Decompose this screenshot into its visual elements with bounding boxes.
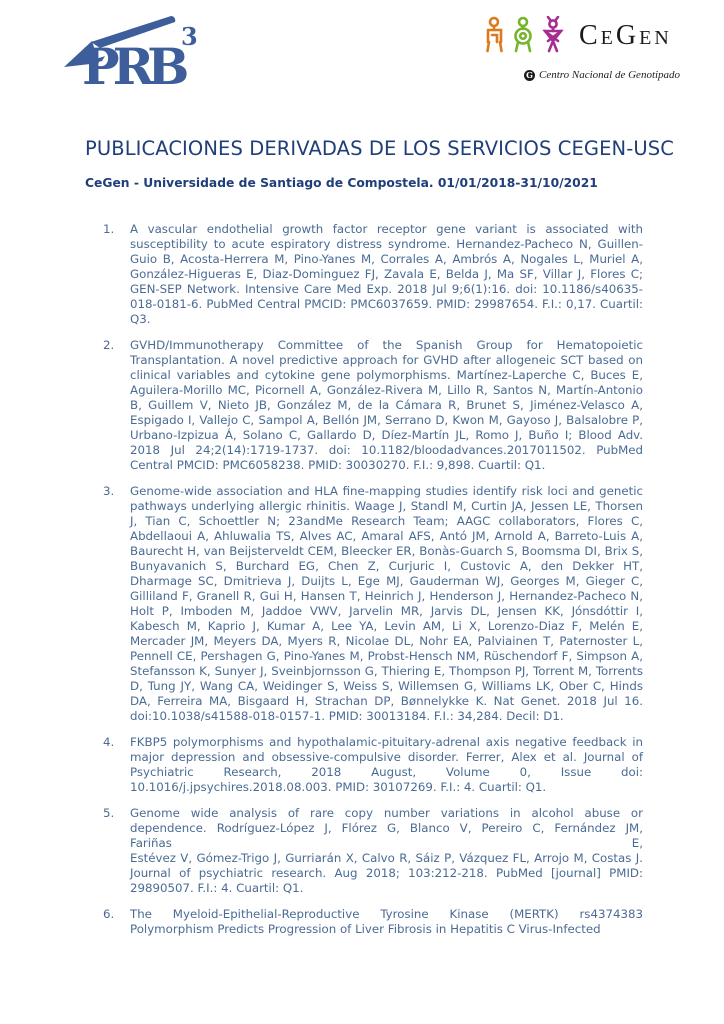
page-title: PUBLICACIONES DERIVADAS DE LOS SERVICIOS CEGEN-USC (85, 137, 674, 160)
stretched-author-right: E, (631, 836, 643, 850)
publication-text: A vascular endothelial growth factor receptor gene variant is associated with susceptibility to acute espiratory distress syndrome. Hernandez-Pacheco N, Guillen-Guio B, Acosta-Herrera M, Pino-Yanes M, Corrales A, Ambrós A, Nogales L, Muriel A, González-Higueras E, Diaz-Dominguez FJ, Zavala E, Belda J, Ma SF, Villar J, Flores C; GEN-SEP Network. Intensive Care Med Exp. 2018 Jul 9;6(1):16. doi: 10.1186/s40635-018-0181-6. PubMed Central PMCID: PMC6037659. PMID: 29987654. F.I.: 0,17. Cuartil: Q3. (130, 222, 643, 326)
publication-number: 3. (103, 484, 115, 498)
green-figure-icon (516, 18, 531, 51)
cegen-tagline (524, 69, 700, 81)
publication-text: The Myeloid-Epithelial-Reproductive Tyrosine Kinase (MERTK) rs4374383 Polymorphism Predicts Progression of Liver Fibrosis in Hepatitis C Virus-Infected (130, 907, 643, 936)
cegen-logo (484, 16, 700, 81)
stretched-author-line (130, 836, 643, 851)
cegen-figures (484, 16, 570, 56)
publication-item-5 (103, 806, 643, 896)
prb3-letters: PRB (82, 37, 183, 92)
publication-item-4 (103, 735, 643, 795)
publication-number: 2. (103, 338, 115, 352)
publication-item-6 (103, 907, 643, 937)
cegen-wordmark: CeGen (579, 20, 672, 51)
publication-text (130, 806, 643, 896)
publication-number: 1. (103, 222, 115, 236)
publication-number: 4. (103, 735, 115, 749)
purple-figure-icon (545, 17, 561, 51)
publication-number: 6. (103, 907, 115, 921)
publication-item-1 (103, 222, 643, 327)
publication-text: Genome-wide association and HLA fine-mapping studies identify risk loci and genetic pathways underlying allergic rhinitis. Waage J, Standl M, Curtin JA, Jessen LE, Thorsen J, Tian C, Schoettler N; 23andMe Research Team; AAGC collaborators, Flores C, Abdellaoui A, Ahluwalia TS, Alves AC, Amaral AFS, Antó JM, Arnold A, Barreto-Luis A, Baurecht H, van Beijsterveldt CEM, Bleecker ER, Bonàs-Guarch S, Boomsma DI, Brix S, Bunyavanich S, Burchard EG, Chen Z, Curjuric I, Custovic A, den Dekker HT, Dharmage SC, Dmitrieva J, Duijts L, Ege MJ, Gauderman WJ, Georges M, Gieger C, Gilliland F, Granell R, Gui H, Hansen T, Heinrich J, Henderson J, Hernandez-Pacheco N, Holt P, Imboden M, Jaddoe VWV, Jarvelin MR, Jarvis DL, Jensen KK, Jónsdóttir I, Kabesch M, Kaprio J, Kumar A, Lee YA, Levin AM, Li X, Lorenzo-Diaz F, Melén E, Mercader JM, Meyers DA, Myers R, Nicolae DL, Nohr EA, Palviainen T, Paternoster L, Pennell CE, Pershagen G, Pino-Yanes M, Probst-Hensch NM, Rüschendorf F, Simpson A, Stefansson K, Sunyer J, Sveinbjornsson G, Thiering E, Thompson PJ, Torrent M, Torrents D, Tung JY, Wang CA, Weidinger S, Weiss S, Willemsen G, Williams LK, Ober C, Hinds DA, Ferreira MA, Bisgaard H, Strachan DP, Bønnelykke K. Nat Genet. 2018 Jul 16. doi:10.1038/s41588-018-0157-1. PMID: 30013184. F.I.: 34,284. Decil: D1. (130, 484, 643, 723)
publication-item-3 (103, 484, 643, 724)
publication-list (103, 222, 643, 948)
cegen-logo-top (484, 16, 700, 56)
publication-item-2 (103, 338, 643, 473)
prb3-superscript: 3 (181, 22, 198, 51)
prb3-logo (50, 12, 225, 92)
cegen-tagline-text: Centro Nacional de Genotipado (539, 69, 681, 81)
publication-text: FKBP5 polymorphisms and hypothalamic-pituitary-adrenal axis negative feedback in major depression and obsessive-compulsive disorder. Ferrer, Alex et al. Journal of Psychiatric Research, 2018 August, Volume 0, Issue doi: 10.1016/j.jpsychires.2018.08.003. PMID: 30107269. F.I.: 4. Cuartil: Q1. (130, 735, 643, 794)
publication-text: GVHD/Immunotherapy Committee of the Spanish Group for Hematopoietic Transplantation. A novel predictive approach for GVHD after allogeneic SCT based on clinical variables and cytokine gene polymorphisms. Martínez-Laperche C, Buces E, Aguilera-Morillo MC, Picornell A, González-Rivera M, Lillo R, Santos N, Martín-Antonio B, Guillem V, Nieto JB, González M, de la Cámara R, Brunet S, Jiménez-Velasco A, Espigado I, Vallejo C, Sampol A, Bellón JM, Serrano D, Kwon M, Gayoso J, Balsalobre P, Urbano-Izpizua Á, Solano C, Gallardo D, Díez-Martín JL, Romo J, Buño I; Blood Adv. 2018 Jul 24;2(14):1719-1737. doi: 10.1182/bloodadvances.2017011502. PubMed Central PMCID: PMC6058238. PMID: 30030270. F.I.: 9,898. Cuartil: Q1. (130, 338, 643, 472)
g-badge-icon: G (524, 70, 535, 81)
prb3-logo-graphic (50, 12, 225, 92)
publication-text-segment: Estévez V, Gómez-Trigo J, Gurriarán X, Calvo R, Sáiz P, Vázquez FL, Arrojo M, Costas J. Journal of psychiatric research. Aug 2018; 103:212-218. PubMed [journal] PMID: 29890507. F.I.: 4. Cuartil: Q1. (130, 851, 643, 895)
orange-figure-icon (488, 18, 502, 51)
publication-number: 5. (103, 806, 115, 820)
publication-text-segment: Genome wide analysis of rare copy number variations in alcohol abuse or dependence. Rodríguez-López J, Flórez G, Blanco V, Pereiro C, Fernández JM, (130, 806, 643, 835)
page-subtitle: CeGen - Universidade de Santiago de Compostela. 01/01/2018-31/10/2021 (85, 176, 598, 190)
stretched-author-left: Fariñas (130, 836, 172, 850)
